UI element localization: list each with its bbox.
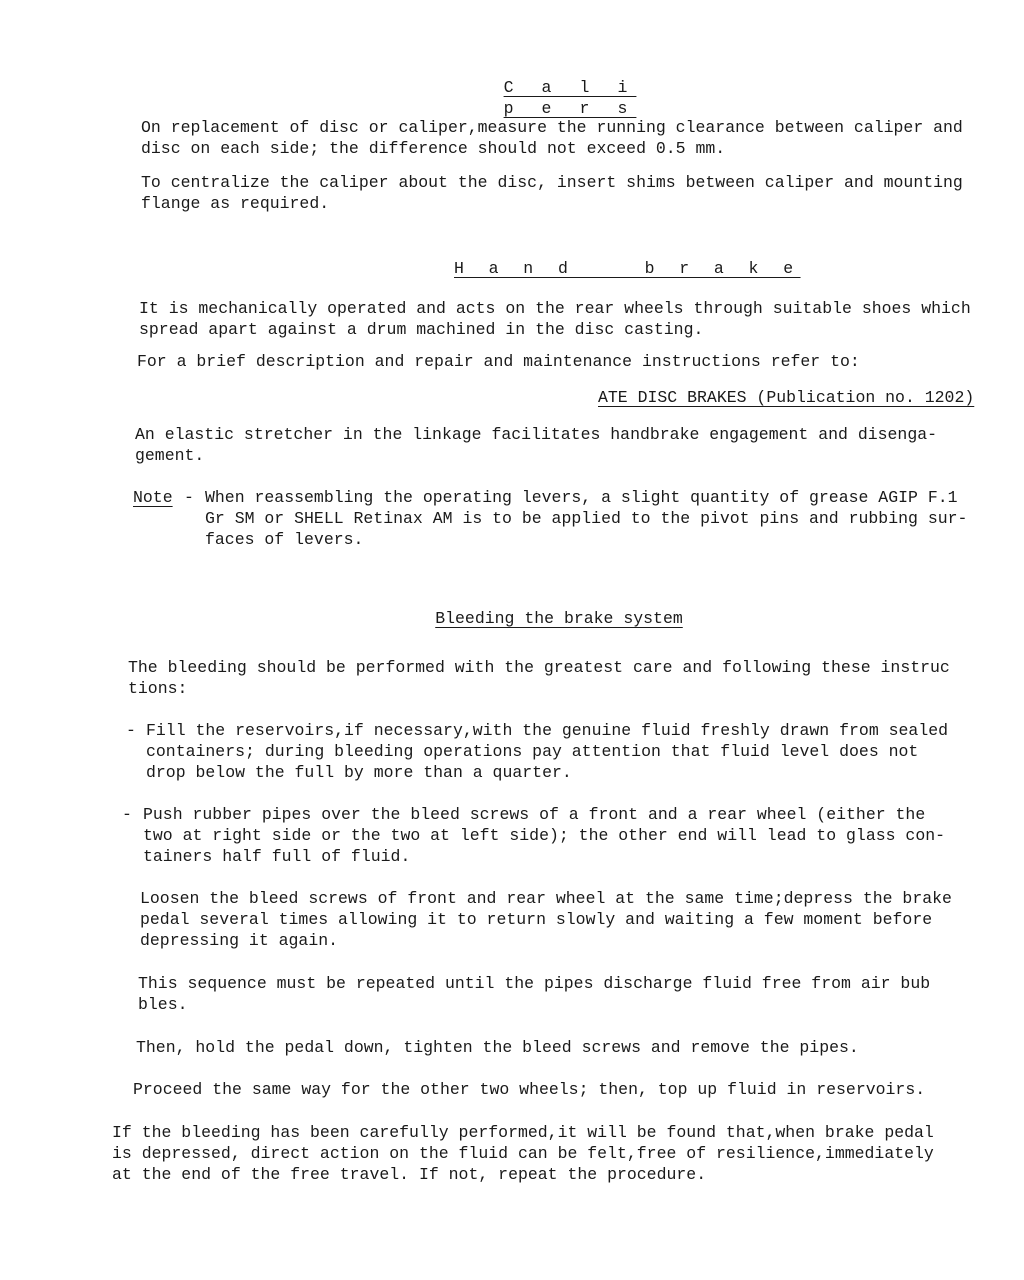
- text-line: is depressed, direct action on the fluid can be felt,free of resilience,immediately: [112, 1144, 934, 1163]
- text-line: An elastic stretcher in the linkage facilitates handbrake engagement and disenga-: [135, 425, 938, 444]
- bullet-dash: -: [122, 805, 132, 824]
- publication-reference: ATE DISC BRAKES (Publication no. 1202): [598, 388, 975, 407]
- text-line: tainers half full of fluid.: [143, 847, 411, 866]
- text-line: pedal several times allowing it to return slowly and waiting a few moment before: [140, 910, 933, 929]
- text-line: When reassembling the operating levers, a slight quantity of grease AGIP F.1: [205, 488, 958, 507]
- text-line: The bleeding should be performed with the greatest care and following these instruc: [128, 658, 950, 677]
- text-line: drop below the full by more than a quarter.: [146, 763, 572, 782]
- text-line: flange as required.: [141, 194, 330, 213]
- text-line: To centralize the caliper about the disc, insert shims between caliper and mounting: [141, 173, 963, 192]
- text-line: depressing it again.: [140, 931, 339, 950]
- note-label: Note: [133, 488, 173, 507]
- text-line: On replacement of disc or caliper,measure the running clearance between caliper and: [141, 118, 963, 137]
- text-line: Gr SM or SHELL Retinax AM is to be applied to the pivot pins and rubbing sur-: [205, 509, 968, 528]
- text-line: two at right side or the two at left side); the other end will lead to glass con-: [143, 826, 946, 845]
- note-text: [205, 487, 987, 550]
- heading-hand-brake: H a n d b r a k e: [454, 259, 801, 278]
- hand-brake-paragraph-1: [139, 298, 991, 340]
- text-line: bles.: [138, 995, 188, 1014]
- heading-bleeding: Bleeding the brake system: [435, 609, 683, 628]
- text-line: spread apart against a drum machined in the disc casting.: [139, 320, 704, 339]
- bleeding-bullet-2: [143, 804, 977, 867]
- text-line: Fill the reservoirs,if necessary,with the genuine fluid freshly drawn from sealed: [146, 721, 949, 740]
- text-line: disc on each side; the difference should not exceed 0.5 mm.: [141, 139, 726, 158]
- text-line: This sequence must be repeated until the pipes discharge fluid free from air bub: [138, 974, 931, 993]
- bleeding-loosen-paragraph: [140, 888, 974, 951]
- text-line: tions:: [128, 679, 188, 698]
- bleeding-intro: [128, 657, 983, 699]
- note-dash: -: [184, 488, 194, 507]
- bullet-dash: -: [126, 721, 136, 740]
- text-line: Push rubber pipes over the bleed screws of a front and a rear wheel (either the: [143, 805, 926, 824]
- hand-brake-paragraph-3: [135, 424, 987, 466]
- text-line: It is mechanically operated and acts on the rear wheels through suitable shoes which: [139, 299, 971, 318]
- hand-brake-paragraph-2: [137, 351, 987, 372]
- bleeding-final-paragraph: [112, 1122, 962, 1185]
- text-line: Proceed the same way for the other two wheels; then, top up fluid in reservoirs.: [133, 1080, 926, 1099]
- text-line: containers; during bleeding operations pay attention that fluid level does not: [146, 742, 919, 761]
- text-line: gement.: [135, 446, 205, 465]
- calipers-paragraph-1: [141, 117, 993, 159]
- bleeding-proceed-paragraph: [133, 1079, 983, 1100]
- text-line: If the bleeding has been carefully performed,it will be found that,when brake pedal: [112, 1123, 934, 1142]
- bleeding-bullet-1: [146, 720, 980, 783]
- bleeding-sequence-paragraph: [138, 973, 962, 1015]
- text-line: faces of levers.: [205, 530, 364, 549]
- bleeding-then-paragraph: [136, 1037, 986, 1058]
- text-line: For a brief description and repair and maintenance instructions refer to:: [137, 352, 860, 371]
- text-line: Then, hold the pedal down, tighten the bleed screws and remove the pipes.: [136, 1038, 859, 1057]
- text-line: at the end of the free travel. If not, repeat the procedure.: [112, 1165, 707, 1184]
- calipers-paragraph-2: [141, 172, 993, 214]
- heading-calipers: C a l i p e r s: [503, 78, 637, 118]
- text-line: Loosen the bleed screws of front and rear wheel at the same time;depress the brake: [140, 889, 952, 908]
